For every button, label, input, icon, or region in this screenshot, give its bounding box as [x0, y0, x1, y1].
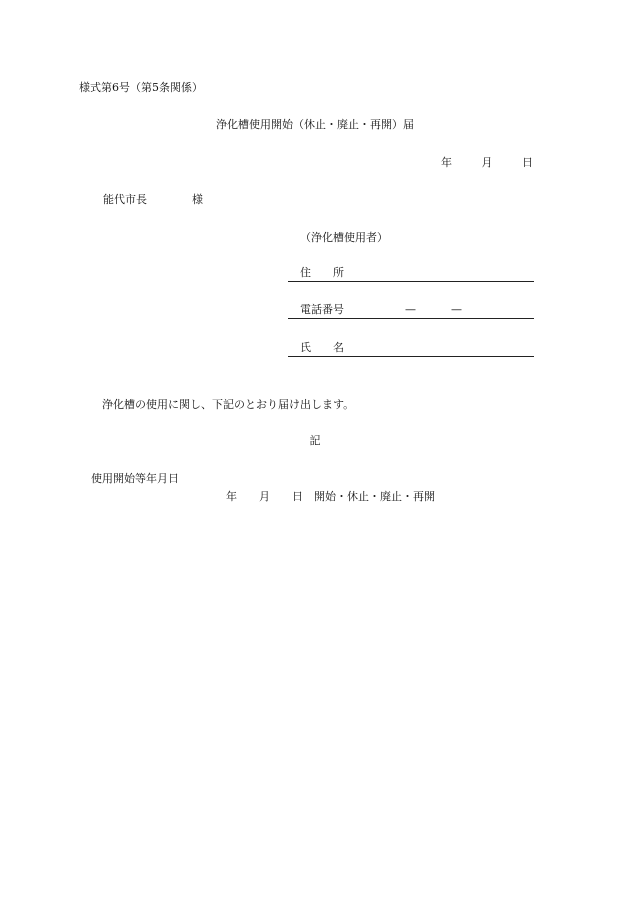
- body-text: 浄化槽の使用に関し、下記のとおり届け出します。: [102, 398, 355, 411]
- document-title: 浄化槽使用開始（休止・廃止・再開）届: [216, 118, 414, 131]
- item-label: 使用開始等年月日: [91, 472, 179, 485]
- submission-date: [441, 156, 533, 170]
- phone-field[interactable]: [288, 303, 534, 319]
- address-label: 住 所: [300, 266, 344, 279]
- user-heading: （浄化槽使用者）: [300, 231, 388, 244]
- phone-label: 電話番号: [300, 303, 344, 316]
- date-year-label: 年: [441, 156, 452, 169]
- date-month-label: 月: [481, 156, 493, 169]
- date-day-label: 日: [522, 156, 533, 169]
- form-number: 様式第6号（第5条関係）: [79, 81, 203, 94]
- addressee-name: 能代市長: [103, 193, 147, 206]
- name-label: 氏 名: [300, 341, 344, 354]
- name-field[interactable]: [288, 341, 534, 357]
- ki-heading: 記: [309, 434, 321, 447]
- phone-dash-1: —: [405, 303, 416, 316]
- address-field[interactable]: [288, 266, 534, 282]
- phone-dash-2: —: [451, 303, 462, 316]
- item-value: 年 月 日 開始・休止・廃止・再開: [226, 490, 435, 503]
- addressee-honorific: 様: [192, 193, 203, 206]
- addressee: [103, 193, 203, 207]
